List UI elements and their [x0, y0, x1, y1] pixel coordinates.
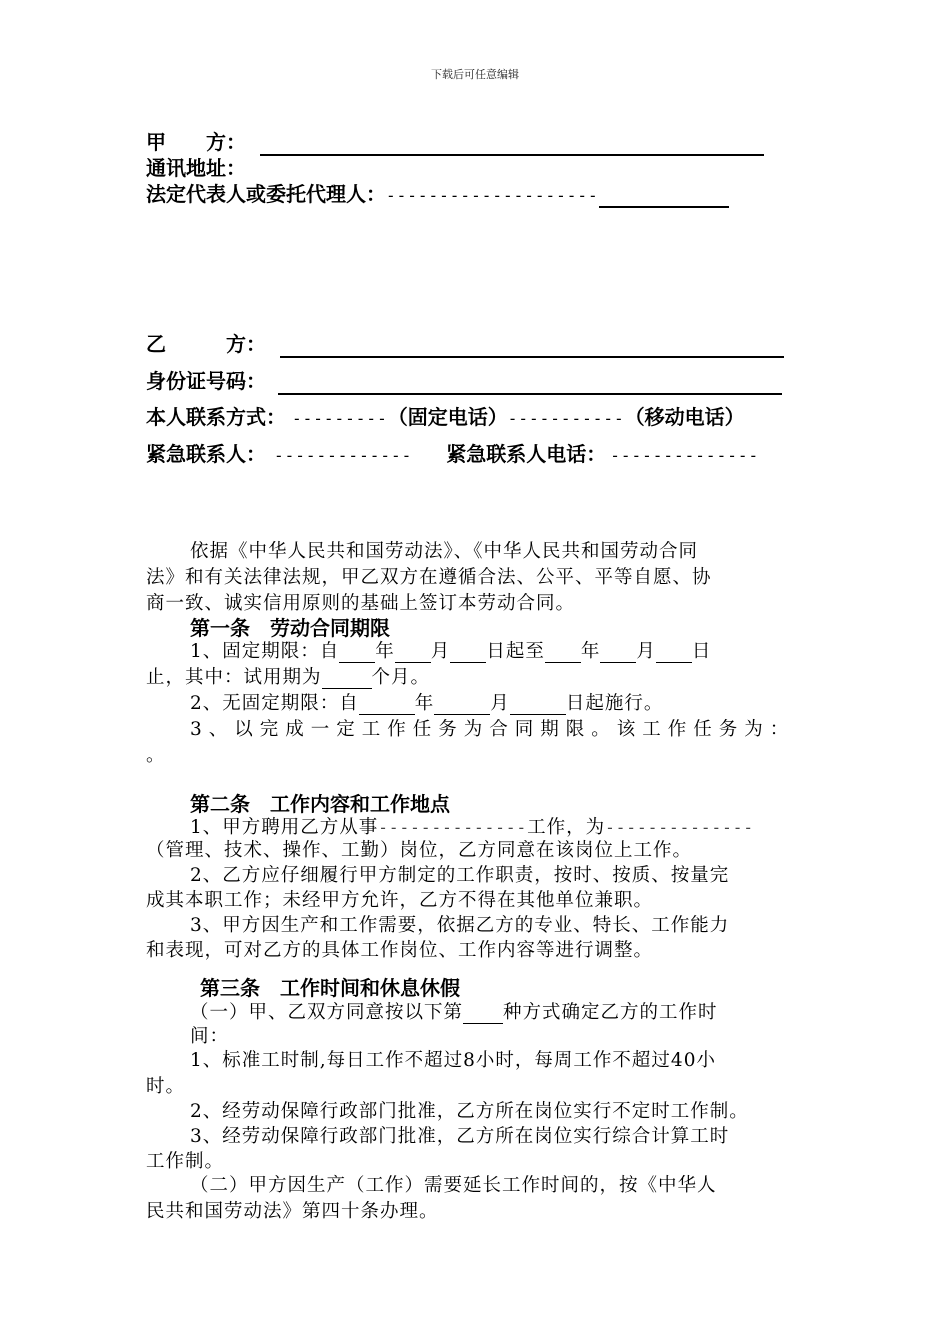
mobile-phone-label: （移动电话）	[624, 405, 745, 429]
work-label: 工作，为	[527, 817, 606, 838]
article-3-item-1-cont: 时。	[146, 1076, 186, 1097]
probation-months-blank[interactable]	[322, 667, 372, 689]
party-a-label: 甲 方：	[146, 130, 246, 154]
article-1-item-2	[190, 689, 663, 715]
article-1-title: 第一条 劳动合同期限	[190, 616, 390, 640]
id-number-label: 身份证号码：	[146, 369, 266, 393]
day-label: 日	[691, 641, 712, 662]
open-term-label: 2、无固定期限：自	[190, 693, 359, 714]
party-b-line	[146, 328, 784, 358]
article-2-item-3-cont: 和表现，可对乙方的具体工作岗位、工作内容等进行调整。	[146, 940, 654, 961]
representative-dashes[interactable]: --------------------	[386, 186, 599, 205]
work-hours-option-blank[interactable]	[463, 1002, 503, 1024]
emergency-contact-dash[interactable]: -------------	[274, 446, 413, 465]
section-1-label-cont: 种方式确定乙方的工作时	[503, 1002, 718, 1023]
fixed-term-label: 1、固定期限：自	[190, 641, 340, 662]
fixed-term-end-day[interactable]	[656, 641, 692, 663]
job-label: 1、甲方聘用乙方从事	[190, 817, 379, 838]
emergency-contact-label: 紧急联系人：	[146, 442, 266, 466]
open-term-year[interactable]	[359, 693, 415, 715]
representative-blank[interactable]	[599, 182, 729, 208]
job-dash[interactable]: --------------	[378, 818, 528, 837]
article-3-section-1-cont: 间：	[190, 1026, 230, 1047]
party-a-blank[interactable]	[260, 130, 764, 156]
article-3-item-3: 3、经劳动保障行政部门批准，乙方所在岗位实行综合计算工时	[190, 1126, 730, 1147]
article-1-item-3-end: 。	[146, 745, 166, 766]
article-2-item-2-cont: 成其本职工作；未经甲方允许，乙方不得在其他单位兼职。	[146, 890, 654, 911]
fixed-term-end-month[interactable]	[600, 641, 636, 663]
contact-dash-mobile[interactable]: -----------	[507, 409, 625, 428]
position-dash[interactable]: --------------	[605, 818, 755, 837]
article-1-item-3: 3、以完成一定工作任务为合同期限。该工作任务为：	[190, 719, 796, 740]
article-3-section-2-cont: 民共和国劳动法》第四十条办理。	[146, 1201, 439, 1222]
section-1-label: （一）甲、乙双方同意按以下第	[190, 1002, 464, 1023]
article-2-item-2: 2、乙方应仔细履行甲方制定的工作职责，按时、按质、按量完	[190, 865, 730, 886]
header-note: 下载后可任意编辑	[431, 68, 519, 81]
party-b-label: 乙 方：	[146, 332, 266, 356]
month-label: 月	[490, 693, 510, 714]
article-2-item-3: 3、甲方因生产和工作需要，依据乙方的专业、特长、工作能力	[190, 915, 730, 936]
fixed-term-end-year[interactable]	[545, 641, 581, 663]
probation-label: 止，其中：试用期为	[146, 667, 322, 688]
emergency-line	[146, 438, 759, 467]
contact-label: 本人联系方式：	[146, 405, 286, 429]
id-number-blank[interactable]	[278, 369, 782, 395]
day-from-label: 日起至	[486, 641, 545, 662]
year-label: 年	[414, 693, 435, 714]
emergency-phone-label: 紧急联系人电话：	[446, 442, 607, 466]
emergency-phone-dash[interactable]: --------------	[610, 446, 760, 465]
fixed-term-start-month[interactable]	[395, 641, 431, 663]
id-number-line	[146, 365, 782, 395]
article-3-item-3-cont: 工作制。	[146, 1151, 225, 1172]
article-3-section-1	[190, 998, 718, 1024]
article-3-title: 第三条 工作时间和休息休假	[200, 976, 460, 1000]
fixed-term-start-day[interactable]	[450, 641, 486, 663]
article-2-title: 第二条 工作内容和工作地点	[190, 792, 450, 816]
year-label: 年	[580, 641, 601, 662]
contact-dash-fixed[interactable]: ---------	[292, 409, 388, 428]
intro-line-2: 法》和有关法律法规，甲乙双方在遵循合法、公平、平等自愿、协	[146, 567, 712, 588]
effective-label: 日起施行。	[565, 693, 664, 714]
open-term-day[interactable]	[510, 693, 566, 715]
month-label: 月	[430, 641, 451, 662]
article-3-item-2: 2、经劳动保障行政部门批准，乙方所在岗位实行不定时工作制。	[190, 1101, 749, 1122]
year-label: 年	[375, 641, 395, 662]
party-b-blank[interactable]	[280, 332, 784, 358]
article-1-item-1-cont	[146, 663, 430, 689]
contact-line	[146, 401, 745, 430]
article-3-section-2: （二）甲方因生产（工作）需要延长工作时间的，按《中华人	[190, 1175, 717, 1196]
article-3-item-1: 1、标准工时制,每日工作不超过8小时，每周工作不超过40小	[190, 1050, 716, 1071]
article-2-item-1-cont: （管理、技术、操作、工勤）岗位，乙方同意在该岗位上工作。	[146, 840, 693, 861]
open-term-month[interactable]	[434, 693, 490, 715]
fixed-phone-label: （固定电话）	[387, 405, 508, 429]
representative-label: 法定代表人或委托代理人：	[146, 182, 386, 206]
fixed-term-start-year[interactable]	[339, 641, 375, 663]
intro-line-1: 依据《中华人民共和国劳动法》、《中华人民共和国劳动合同	[190, 541, 699, 562]
intro-line-3: 商一致、诚实信用原则的基础上签订本劳动合同。	[146, 593, 576, 614]
months-label: 个月。	[371, 667, 431, 688]
representative-line	[146, 178, 729, 208]
article-1-item-1	[190, 637, 711, 663]
address-label: 通讯地址：	[146, 156, 246, 180]
month-label: 月	[636, 641, 656, 662]
